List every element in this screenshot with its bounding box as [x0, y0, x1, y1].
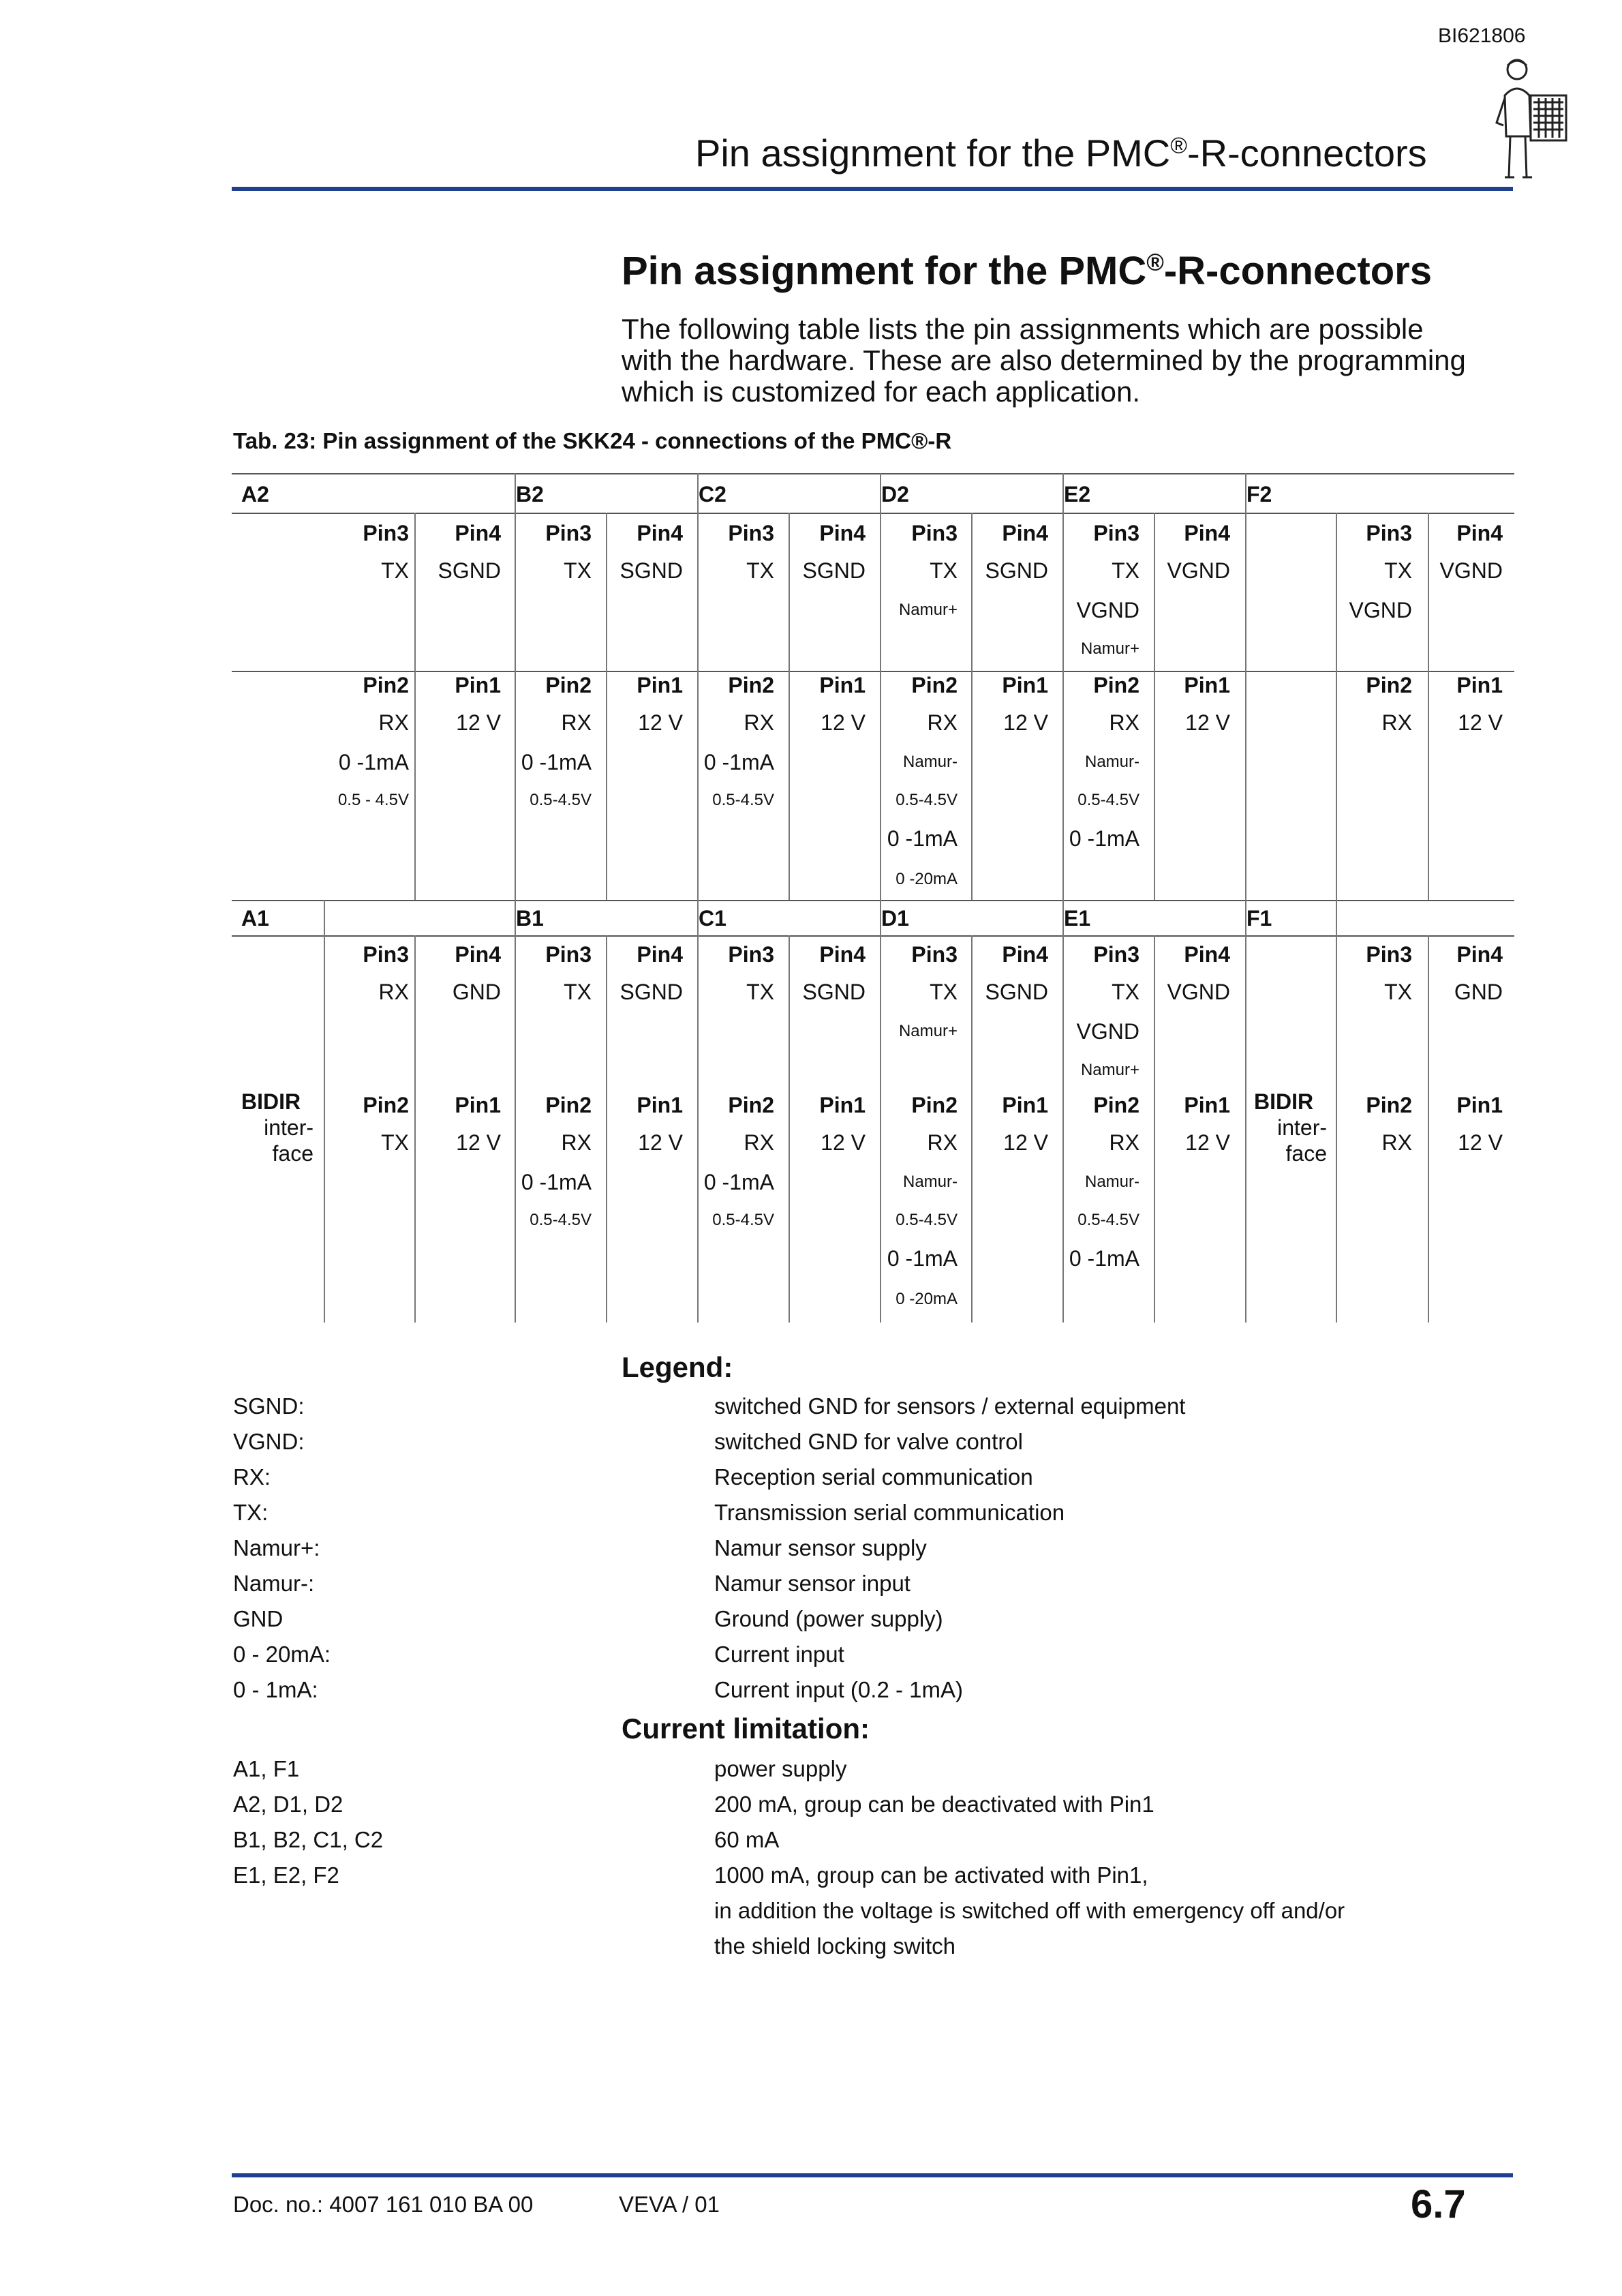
legend-description: Namur sensor supply	[714, 1535, 927, 1560]
voltage-range-value: 0.5-4.5V	[712, 1211, 774, 1229]
namur-minus-value: Namur-	[1084, 1173, 1139, 1191]
pin3-label: Pin3	[545, 521, 592, 545]
rx-value: RX	[561, 1130, 592, 1155]
header-rule	[232, 187, 1513, 191]
pin3-label: Pin3	[1366, 521, 1412, 545]
limitation-description: power supply	[714, 1756, 847, 1781]
group-label-d1: D1	[881, 906, 909, 931]
table-column-divider	[606, 513, 607, 900]
limitation-description: 1000 mA, group can be activated with Pin1,	[714, 1862, 1148, 1888]
namur-minus-value: Namur-	[902, 1173, 958, 1191]
current-1ma-value: 0 -1mA	[703, 750, 774, 774]
table-row-divider	[232, 473, 1514, 474]
rx-value: RX	[378, 980, 409, 1004]
sgnd-value: SGND	[802, 558, 866, 583]
pin1-label: Pin1	[1456, 673, 1503, 697]
rx-value: RX	[1381, 1130, 1412, 1155]
gnd-value: GND	[452, 980, 501, 1004]
section-title-suffix: -R-connectors	[1163, 249, 1432, 293]
namur-plus-value: Namur+	[1080, 639, 1139, 658]
table-column-divider	[1154, 513, 1155, 900]
legend-description: switched GND for sensors / external equipment	[714, 1393, 1186, 1419]
section-title-sup: ®	[1146, 249, 1164, 276]
group-label-a2: A2	[241, 482, 269, 507]
current-1ma-value: 0 -1mA	[887, 1246, 958, 1271]
legend-description: Reception serial communication	[714, 1464, 1033, 1490]
pin3-label: Pin3	[1366, 942, 1412, 967]
header-title-sup: ®	[1170, 133, 1187, 159]
current-1ma-value: 0 -1mA	[1069, 826, 1139, 851]
namur-plus-value: Namur+	[898, 1022, 958, 1040]
pin1-label: Pin1	[1002, 1093, 1048, 1117]
tx-value: TX	[1384, 980, 1412, 1004]
group-label-c2: C2	[699, 482, 726, 507]
pin1-label: Pin1	[637, 1093, 683, 1117]
subsection-heading: Current limitation:	[622, 1712, 870, 1744]
pin2-label: Pin2	[545, 673, 592, 697]
pin1-label: Pin1	[637, 673, 683, 697]
legend-term: 0 - 1mA:	[233, 1677, 318, 1702]
pin3-label: Pin3	[363, 942, 409, 967]
pin1-label: Pin1	[455, 673, 501, 697]
page-number: 6.7	[1411, 2182, 1466, 2226]
table-column-divider	[880, 473, 881, 900]
pin1-label: Pin1	[1002, 673, 1048, 697]
legend-term: Namur+:	[233, 1535, 320, 1560]
legend-term: VGND:	[233, 1429, 305, 1454]
current-1ma-value: 0 -1mA	[521, 750, 592, 774]
running-header-title	[695, 131, 1427, 175]
limitation-term: B1, B2, C1, C2	[233, 1827, 384, 1852]
legend-term: Namur-:	[233, 1571, 315, 1596]
table-column-divider	[697, 473, 699, 900]
sgnd-value: SGND	[802, 980, 866, 1004]
footer-version: VEVA / 01	[619, 2192, 720, 2217]
pin3-label: Pin3	[728, 942, 774, 967]
pin2-label: Pin2	[728, 1093, 774, 1117]
limitation-description: 200 mA, group can be deactivated with Pin1	[714, 1792, 1154, 1817]
sgnd-value: SGND	[985, 558, 1048, 583]
pin3-label: Pin3	[911, 521, 958, 545]
12v-value: 12 V	[1185, 710, 1230, 735]
table-column-divider	[1428, 513, 1429, 900]
pin2-label: Pin2	[728, 673, 774, 697]
header-title-text: Pin assignment for the PMC	[695, 132, 1171, 175]
pin3-label: Pin3	[911, 942, 958, 967]
group-label-e1: E1	[1064, 906, 1091, 931]
group-label-a1: A1	[241, 906, 269, 931]
vgnd-value: VGND	[1076, 598, 1139, 622]
pin1-label: Pin1	[819, 1093, 866, 1117]
gnd-value: GND	[1454, 980, 1503, 1004]
namur-minus-value: Namur-	[1084, 753, 1139, 771]
voltage-range-value: 0.5 - 4.5V	[337, 791, 409, 809]
table-column-divider	[1428, 935, 1429, 1323]
pin4-label: Pin4	[637, 521, 683, 545]
table-row-divider	[232, 513, 1514, 514]
pin2-label: Pin2	[1093, 1093, 1139, 1117]
12v-value: 12 V	[1185, 1130, 1230, 1155]
current-20ma-value: 0 -20mA	[896, 1290, 958, 1308]
document-id: BI621806	[1438, 25, 1526, 47]
voltage-range-value: 0.5-4.5V	[530, 791, 592, 809]
legend-term: GND	[233, 1606, 284, 1631]
current-1ma-value: 0 -1mA	[887, 826, 958, 851]
table-caption: Tab. 23: Pin assignment of the SKK24 - connections of the PMC®-R	[233, 428, 952, 453]
tx-value: TX	[381, 1130, 409, 1155]
pin4-label: Pin4	[819, 942, 866, 967]
tx-value: TX	[930, 980, 958, 1004]
pin3-label: Pin3	[1093, 521, 1139, 545]
tx-value: TX	[746, 558, 774, 583]
pin4-label: Pin4	[1456, 521, 1503, 545]
group-label-f1: F1	[1246, 906, 1272, 931]
interface-label: face	[272, 1141, 313, 1166]
pin1-label: Pin1	[455, 1093, 501, 1117]
table-row-divider	[232, 671, 1514, 672]
pin3-label: Pin3	[728, 521, 774, 545]
12v-value: 12 V	[821, 710, 866, 735]
pin1-label: Pin1	[819, 673, 866, 697]
rx-value: RX	[744, 710, 774, 735]
vgnd-value: VGND	[1439, 558, 1503, 583]
table-column-divider	[1336, 935, 1337, 1323]
table-column-divider	[414, 935, 416, 1323]
tx-value: TX	[1112, 980, 1139, 1004]
footer-rule	[232, 2173, 1513, 2177]
current-1ma-value: 0 -1mA	[521, 1170, 592, 1194]
12v-value: 12 V	[638, 1130, 683, 1155]
pin4-label: Pin4	[1184, 942, 1230, 967]
group-label-b1: B1	[516, 906, 544, 931]
rx-value: RX	[927, 1130, 958, 1155]
voltage-range-value: 0.5-4.5V	[896, 1211, 958, 1229]
legend-term: SGND:	[233, 1393, 305, 1419]
tx-value: TX	[746, 980, 774, 1004]
pin2-label: Pin2	[545, 1093, 592, 1117]
voltage-range-value: 0.5-4.5V	[1077, 791, 1139, 809]
namur-plus-value: Namur+	[1080, 1061, 1139, 1079]
namur-plus-value: Namur+	[898, 601, 958, 619]
header-title-suffix: -R-connectors	[1187, 132, 1427, 175]
limitation-term: E1, E2, F2	[233, 1862, 339, 1888]
group-label-b2: B2	[516, 482, 544, 507]
vgnd-value: VGND	[1167, 558, 1230, 583]
pin2-label: Pin2	[1366, 673, 1412, 697]
12v-value: 12 V	[1003, 1130, 1048, 1155]
tx-value: TX	[930, 558, 958, 583]
table-column-divider	[697, 900, 699, 1323]
table-column-divider	[1336, 513, 1337, 900]
namur-minus-value: Namur-	[902, 753, 958, 771]
limitation-term: A1, F1	[233, 1756, 300, 1781]
pin4-label: Pin4	[455, 942, 501, 967]
12v-value: 12 V	[1003, 710, 1048, 735]
pin2-label: Pin2	[363, 1093, 409, 1117]
rx-value: RX	[1109, 710, 1139, 735]
legend-description: switched GND for valve control	[714, 1429, 1023, 1454]
section-title	[622, 248, 1432, 294]
pin4-label: Pin4	[637, 942, 683, 967]
table-column-divider	[414, 513, 416, 900]
interface-label: face	[1285, 1141, 1327, 1166]
pin2-label: Pin2	[1093, 673, 1139, 697]
table-column-divider	[880, 900, 881, 1323]
legend-term: TX:	[233, 1500, 269, 1525]
sgnd-value: SGND	[985, 980, 1048, 1004]
interface-label: inter-	[1277, 1115, 1327, 1140]
legend-term: 0 - 20mA:	[233, 1642, 331, 1667]
current-1ma-value: 0 -1mA	[703, 1170, 774, 1194]
sgnd-value: SGND	[619, 558, 683, 583]
table-row-divider	[232, 935, 1514, 937]
table-column-divider	[515, 900, 516, 1323]
rx-value: RX	[1109, 1130, 1139, 1155]
table-column-divider	[971, 513, 973, 900]
current-1ma-value: 0 -1mA	[1069, 1246, 1139, 1271]
intro-paragraph	[622, 314, 1508, 408]
voltage-range-value: 0.5-4.5V	[530, 1211, 592, 1229]
current-20ma-value: 0 -20mA	[896, 870, 958, 888]
pin4-label: Pin4	[455, 521, 501, 545]
tx-value: TX	[381, 558, 409, 583]
12v-value: 12 V	[1458, 710, 1503, 735]
voltage-range-value: 0.5-4.5V	[712, 791, 774, 809]
pin3-label: Pin3	[1093, 942, 1139, 967]
pin1-label: Pin1	[1184, 673, 1230, 697]
12v-value: 12 V	[456, 710, 501, 735]
rx-value: RX	[927, 710, 958, 735]
pin2-label: Pin2	[363, 673, 409, 697]
voltage-range-value: 0.5-4.5V	[896, 791, 958, 809]
table-column-divider	[1245, 473, 1246, 900]
tx-value: TX	[1384, 558, 1412, 583]
group-label-f2: F2	[1246, 482, 1272, 507]
legend-description: Current input	[714, 1642, 844, 1667]
pin1-label: Pin1	[1184, 1093, 1230, 1117]
pin1-label: Pin1	[1456, 1093, 1503, 1117]
pin4-label: Pin4	[1456, 942, 1503, 967]
12v-value: 12 V	[821, 1130, 866, 1155]
vgnd-value: VGND	[1167, 980, 1230, 1004]
pin4-label: Pin4	[1002, 942, 1048, 967]
legend-term: RX:	[233, 1464, 271, 1490]
limitation-description: in addition the voltage is switched off with emergency off and/or	[714, 1898, 1345, 1923]
technician-icon	[1490, 55, 1572, 184]
table-column-divider	[1154, 935, 1155, 1323]
pin2-label: Pin2	[1366, 1093, 1412, 1117]
12v-value: 12 V	[638, 710, 683, 735]
pin2-label: Pin2	[911, 1093, 958, 1117]
rx-value: RX	[378, 710, 409, 735]
subsection-heading: Legend:	[622, 1351, 733, 1383]
table-column-divider	[1062, 473, 1064, 900]
section-title-text: Pin assignment for the PMC	[622, 249, 1147, 293]
rx-value: RX	[561, 710, 592, 735]
sgnd-value: SGND	[438, 558, 501, 583]
limitation-description: the shield locking switch	[714, 1933, 956, 1959]
vgnd-value: VGND	[1076, 1019, 1139, 1044]
group-label-e2: E2	[1064, 482, 1091, 507]
limitation-description: 60 mA	[714, 1827, 780, 1852]
12v-value: 12 V	[1458, 1130, 1503, 1155]
intro-line: The following table lists the pin assignments which are possible	[622, 313, 1424, 345]
pin4-label: Pin4	[819, 521, 866, 545]
tx-value: TX	[564, 980, 592, 1004]
footer-doc-number: Doc. no.: 4007 161 010 BA 00	[233, 2192, 534, 2217]
legend-description: Ground (power supply)	[714, 1606, 943, 1631]
table-column-divider	[606, 935, 607, 1323]
bidir-label: BIDIR	[241, 1089, 301, 1114]
current-1ma-value: 0 -1mA	[338, 750, 409, 774]
group-label-d2: D2	[881, 482, 909, 507]
legend-description: Namur sensor input	[714, 1571, 911, 1596]
bidir-label: BIDIR	[1254, 1089, 1314, 1114]
intro-line: which is customized for each application.	[622, 376, 1141, 408]
table-column-divider	[324, 900, 325, 1323]
pin2-label: Pin2	[911, 673, 958, 697]
tx-value: TX	[1112, 558, 1139, 583]
group-label-c1: C1	[699, 906, 726, 931]
pin3-label: Pin3	[545, 942, 592, 967]
legend-description: Current input (0.2 - 1mA)	[714, 1677, 963, 1702]
pin4-label: Pin4	[1002, 521, 1048, 545]
table-column-divider	[971, 935, 973, 1323]
pin4-label: Pin4	[1184, 521, 1230, 545]
table-row-divider	[232, 900, 1514, 901]
table-column-divider	[1062, 900, 1064, 1323]
table-column-divider	[789, 513, 790, 900]
vgnd-value: VGND	[1349, 598, 1412, 622]
table-column-divider	[1245, 900, 1246, 1323]
sgnd-value: SGND	[619, 980, 683, 1004]
pin3-label: Pin3	[363, 521, 409, 545]
rx-value: RX	[1381, 710, 1412, 735]
table-column-divider	[789, 935, 790, 1323]
intro-line: with the hardware. These are also determined by the programming	[622, 344, 1466, 376]
tx-value: TX	[564, 558, 592, 583]
voltage-range-value: 0.5-4.5V	[1077, 1211, 1139, 1229]
interface-label: inter-	[264, 1115, 313, 1140]
limitation-term: A2, D1, D2	[233, 1792, 343, 1817]
rx-value: RX	[744, 1130, 774, 1155]
12v-value: 12 V	[456, 1130, 501, 1155]
table-column-divider	[515, 473, 516, 900]
legend-description: Transmission serial communication	[714, 1500, 1065, 1525]
